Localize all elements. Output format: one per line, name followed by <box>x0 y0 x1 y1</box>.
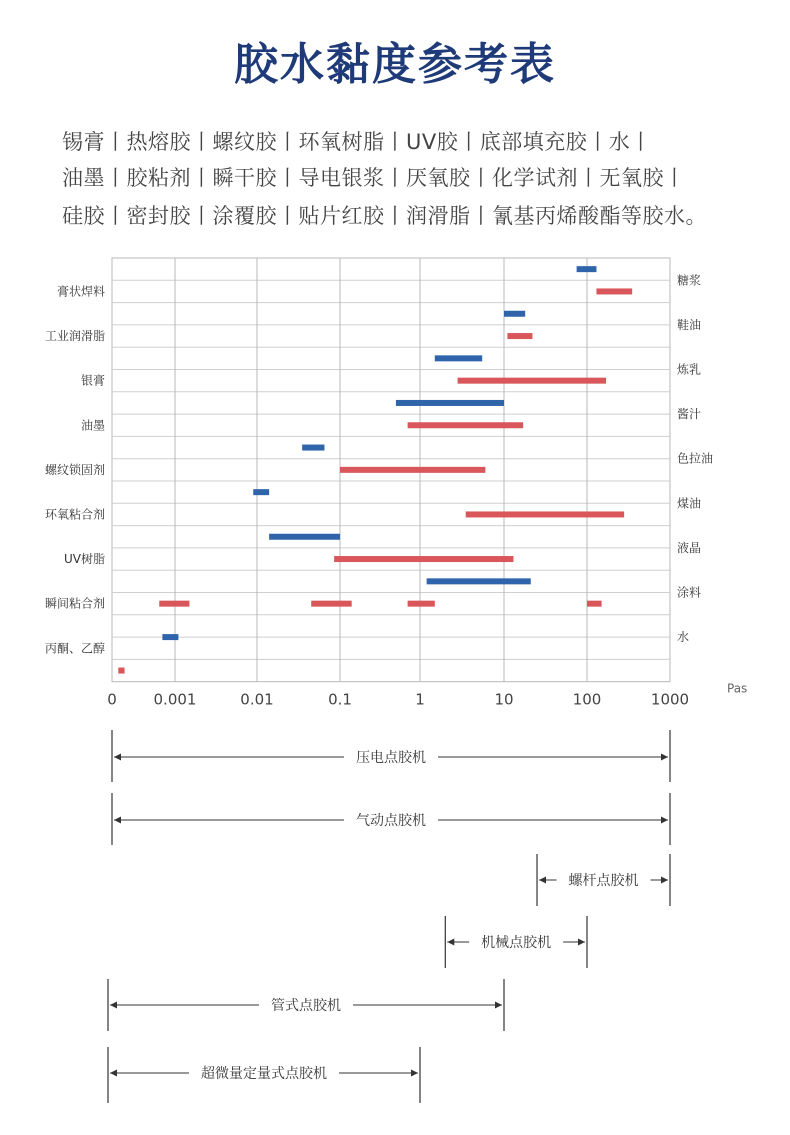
right-row-label: 色拉油 <box>677 451 714 466</box>
x-tick-label: 0 <box>107 690 117 709</box>
left-row-label: 螺纹锁固剂 <box>44 462 105 477</box>
viscosity-bar <box>302 445 324 451</box>
viscosity-bar <box>396 400 504 406</box>
viscosity-bar <box>159 601 189 607</box>
range-label: 管式点胶机 <box>271 998 341 1014</box>
intro-line-1: 锡膏丨热熔胶丨螺纹胶丨环氧树脂丨UV胶丨底部填充胶丨水丨 <box>62 130 652 154</box>
viscosity-bar <box>466 511 624 517</box>
right-row-label: 酱汁 <box>677 407 702 422</box>
range-label: 超微量定量式点胶机 <box>201 1066 327 1082</box>
right-row-label: 涂料 <box>677 585 702 600</box>
range-arrow-left <box>447 939 454 946</box>
x-tick-label: 0.001 <box>153 690 197 709</box>
range-label: 机械点胶机 <box>481 935 552 951</box>
x-tick-label: 0.1 <box>328 690 352 709</box>
viscosity-bar <box>435 355 482 361</box>
right-row-label: 煤油 <box>677 496 702 511</box>
viscosity-bar <box>596 288 632 294</box>
viscosity-bar <box>507 333 532 339</box>
left-row-label: 油墨 <box>80 418 105 433</box>
viscosity-bar <box>504 311 525 317</box>
viscosity-bar <box>587 601 602 607</box>
viscosity-bar <box>253 489 269 495</box>
viscosity-bar <box>334 556 513 562</box>
range-arrow-right <box>578 939 585 946</box>
x-unit-label: Pas <box>727 681 748 696</box>
left-row-label: 丙酮、乙醇 <box>44 641 105 656</box>
range-arrow-left <box>110 1002 117 1009</box>
left-row-label: UV树脂 <box>64 552 105 567</box>
viscosity-bar <box>340 467 485 473</box>
x-tick-label: 10 <box>494 690 514 709</box>
range-arrow-right <box>495 1002 502 1009</box>
x-tick-label: 100 <box>572 690 602 709</box>
x-tick-label: 1 <box>415 690 425 709</box>
range-arrow-right <box>661 817 668 824</box>
viscosity-bar <box>408 601 435 607</box>
x-tick-label: 1000 <box>650 690 690 709</box>
range-arrow-left <box>114 754 121 761</box>
intro-line-3: 硅胶丨密封胶丨涂覆胶丨贴片红胶丨润滑脂丨氰基丙烯酸酯等胶水。 <box>62 204 707 228</box>
viscosity-bar <box>269 534 340 540</box>
viscosity-bar <box>311 601 351 607</box>
left-row-label: 瞬间粘合剂 <box>44 596 105 611</box>
right-row-label: 水 <box>677 630 690 645</box>
viscosity-bar <box>458 378 607 384</box>
right-row-label: 液晶 <box>677 540 702 555</box>
range-arrow-left <box>114 817 121 824</box>
viscosity-bar <box>162 634 178 640</box>
range-arrow-right <box>411 1070 418 1077</box>
right-row-label: 炼乳 <box>677 362 702 377</box>
right-row-label: 糖浆 <box>677 273 702 288</box>
range-label: 压电点胶机 <box>356 750 426 766</box>
viscosity-bar <box>118 668 124 674</box>
page-title: 胶水黏度参考表 <box>234 39 556 90</box>
right-row-label: 鞋油 <box>677 317 702 332</box>
left-row-label: 银膏 <box>80 373 105 388</box>
range-arrow-right <box>661 754 668 761</box>
viscosity-bar <box>577 266 597 272</box>
left-row-label: 膏状焊料 <box>56 284 105 299</box>
range-label: 螺杆点胶机 <box>568 873 639 889</box>
left-row-label: 环氧粘合剂 <box>44 507 105 522</box>
range-arrow-right <box>661 877 668 884</box>
range-label: 气动点胶机 <box>356 813 426 829</box>
viscosity-bar <box>427 578 531 584</box>
range-arrow-left <box>539 877 546 884</box>
left-row-label: 工业润滑脂 <box>44 329 105 344</box>
intro-line-2: 油墨丨胶粘剂丨瞬干胶丨导电银浆丨厌氧胶丨化学试剂丨无氧胶丨 <box>62 166 686 190</box>
viscosity-bar <box>408 422 524 428</box>
x-tick-label: 0.01 <box>240 690 274 709</box>
range-arrow-left <box>110 1070 117 1077</box>
